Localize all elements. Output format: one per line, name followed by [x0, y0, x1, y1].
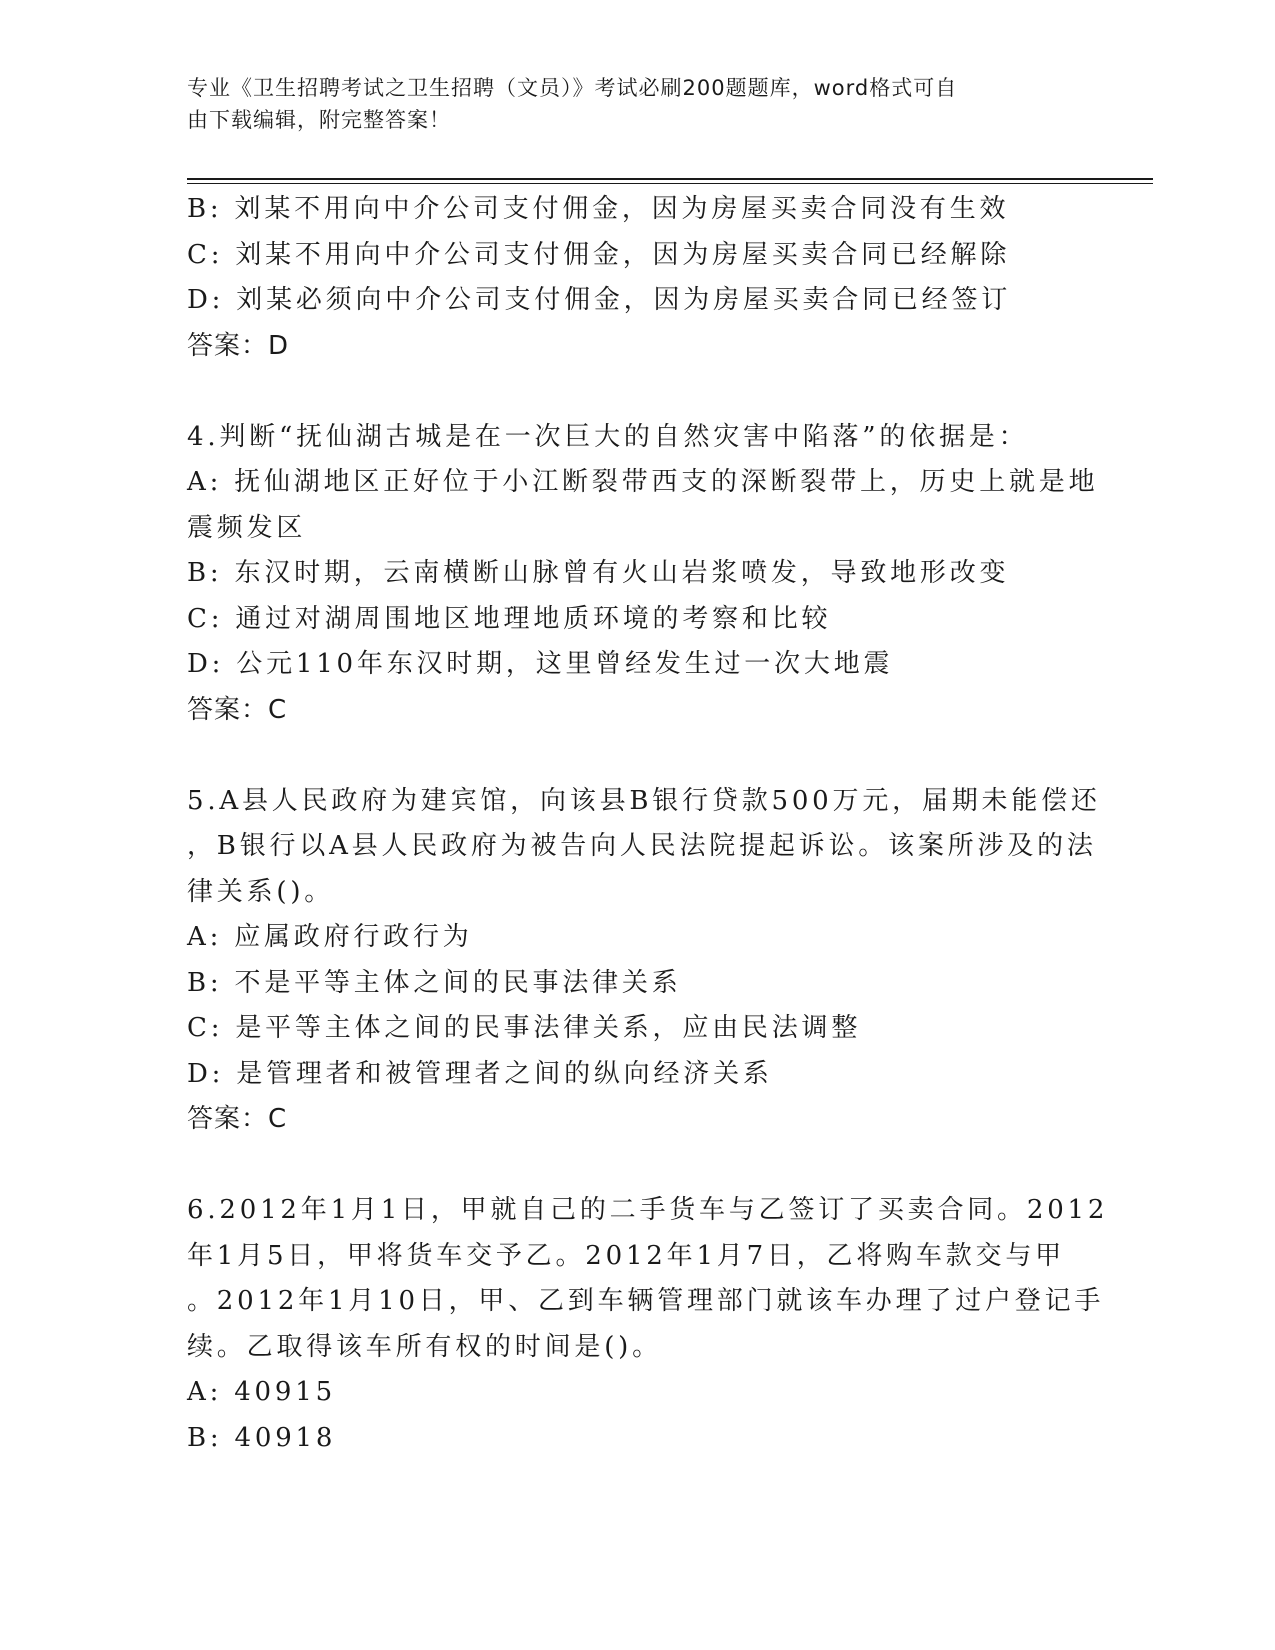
- question-stem-continued: 续。乙取得该车所有权的时间是()。: [187, 1331, 662, 1362]
- option-d: D: 是管理者和被管理者之间的纵向经济关系: [187, 1058, 773, 1089]
- option-b: B: 40918: [187, 1422, 337, 1453]
- question-list: [187, 187, 1109, 1461]
- option-b: B: 东汉时期，云南横断山脉曾有火山岩浆喷发，导致地形改变: [187, 558, 1010, 588]
- option-a: A: 40915: [187, 1377, 336, 1407]
- header-divider-thick: [187, 178, 1153, 180]
- option-a-continued: 震频发区: [187, 512, 307, 543]
- header-title-line-1: 专业《卫生招聘考试之卫生招聘（文员）》考试必刷200题题库，word格式可自: [187, 76, 958, 100]
- option-c: C: 刘某不用向中介公司支付佣金，因为房屋买卖合同已经解除: [187, 239, 1011, 270]
- option-b: B: 刘某不用向中介公司支付佣金，因为房屋买卖合同没有生效: [187, 194, 1010, 224]
- question-stem-continued: 律关系()。: [187, 876, 335, 907]
- header-divider-thin: [187, 183, 1153, 184]
- question-stem-continued: 。2012年1月10日，甲、乙到车辆管理部门就该车办理了过户登记手: [187, 1286, 1105, 1316]
- document-header: [187, 72, 1067, 136]
- question-4: [187, 415, 1099, 734]
- question-stem: 5.A县人民政府为建宾馆，向该县B银行贷款500万元，届期未能偿还: [187, 785, 1101, 816]
- answer-line: 答案：C: [187, 694, 288, 725]
- spacer: [187, 369, 1087, 415]
- spacer: [187, 733, 1087, 779]
- question-stem: 6.2012年1月1日，甲就自己的二手货车与乙签订了买卖合同。2012: [187, 1195, 1109, 1225]
- question-stem: 4.判断“抚仙湖古城是在一次巨大的自然灾害中陷落”的依据是：: [187, 421, 1029, 452]
- option-b: B: 不是平等主体之间的民事法律关系: [187, 967, 682, 998]
- option-a: A: 应属政府行政行为: [187, 922, 473, 952]
- spacer: [187, 1143, 1087, 1189]
- answer-line: 答案：C: [187, 1104, 288, 1134]
- option-d: D: 刘某必须向中介公司支付佣金，因为房屋买卖合同已经签订: [187, 285, 1012, 315]
- answer-line: 答案：D: [187, 330, 290, 361]
- header-title-line-2: 由下载编辑，附完整答案！: [187, 108, 451, 132]
- question-stem-continued: 年1月5日，甲将货车交予乙。2012年1月7日，乙将购车款交与甲: [187, 1240, 1065, 1271]
- option-c: C: 通过对湖周围地区地理地质环境的考察和比较: [187, 603, 832, 634]
- question-stem-continued: ，B银行以A县人民政府为被告向人民法院提起诉讼。该案所涉及的法: [187, 831, 1097, 861]
- option-d: D: 公元110年东汉时期，这里曾经发生过一次大地震: [187, 649, 894, 679]
- question-6: [187, 1188, 1109, 1461]
- option-c: C: 是平等主体之间的民事法律关系，应由民法调整: [187, 1013, 862, 1043]
- question-3: [187, 187, 1087, 369]
- question-5: [187, 779, 1101, 1143]
- option-a: A: 抚仙湖地区正好位于小江断裂带西支的深断裂带上，历史上就是地: [187, 467, 1099, 497]
